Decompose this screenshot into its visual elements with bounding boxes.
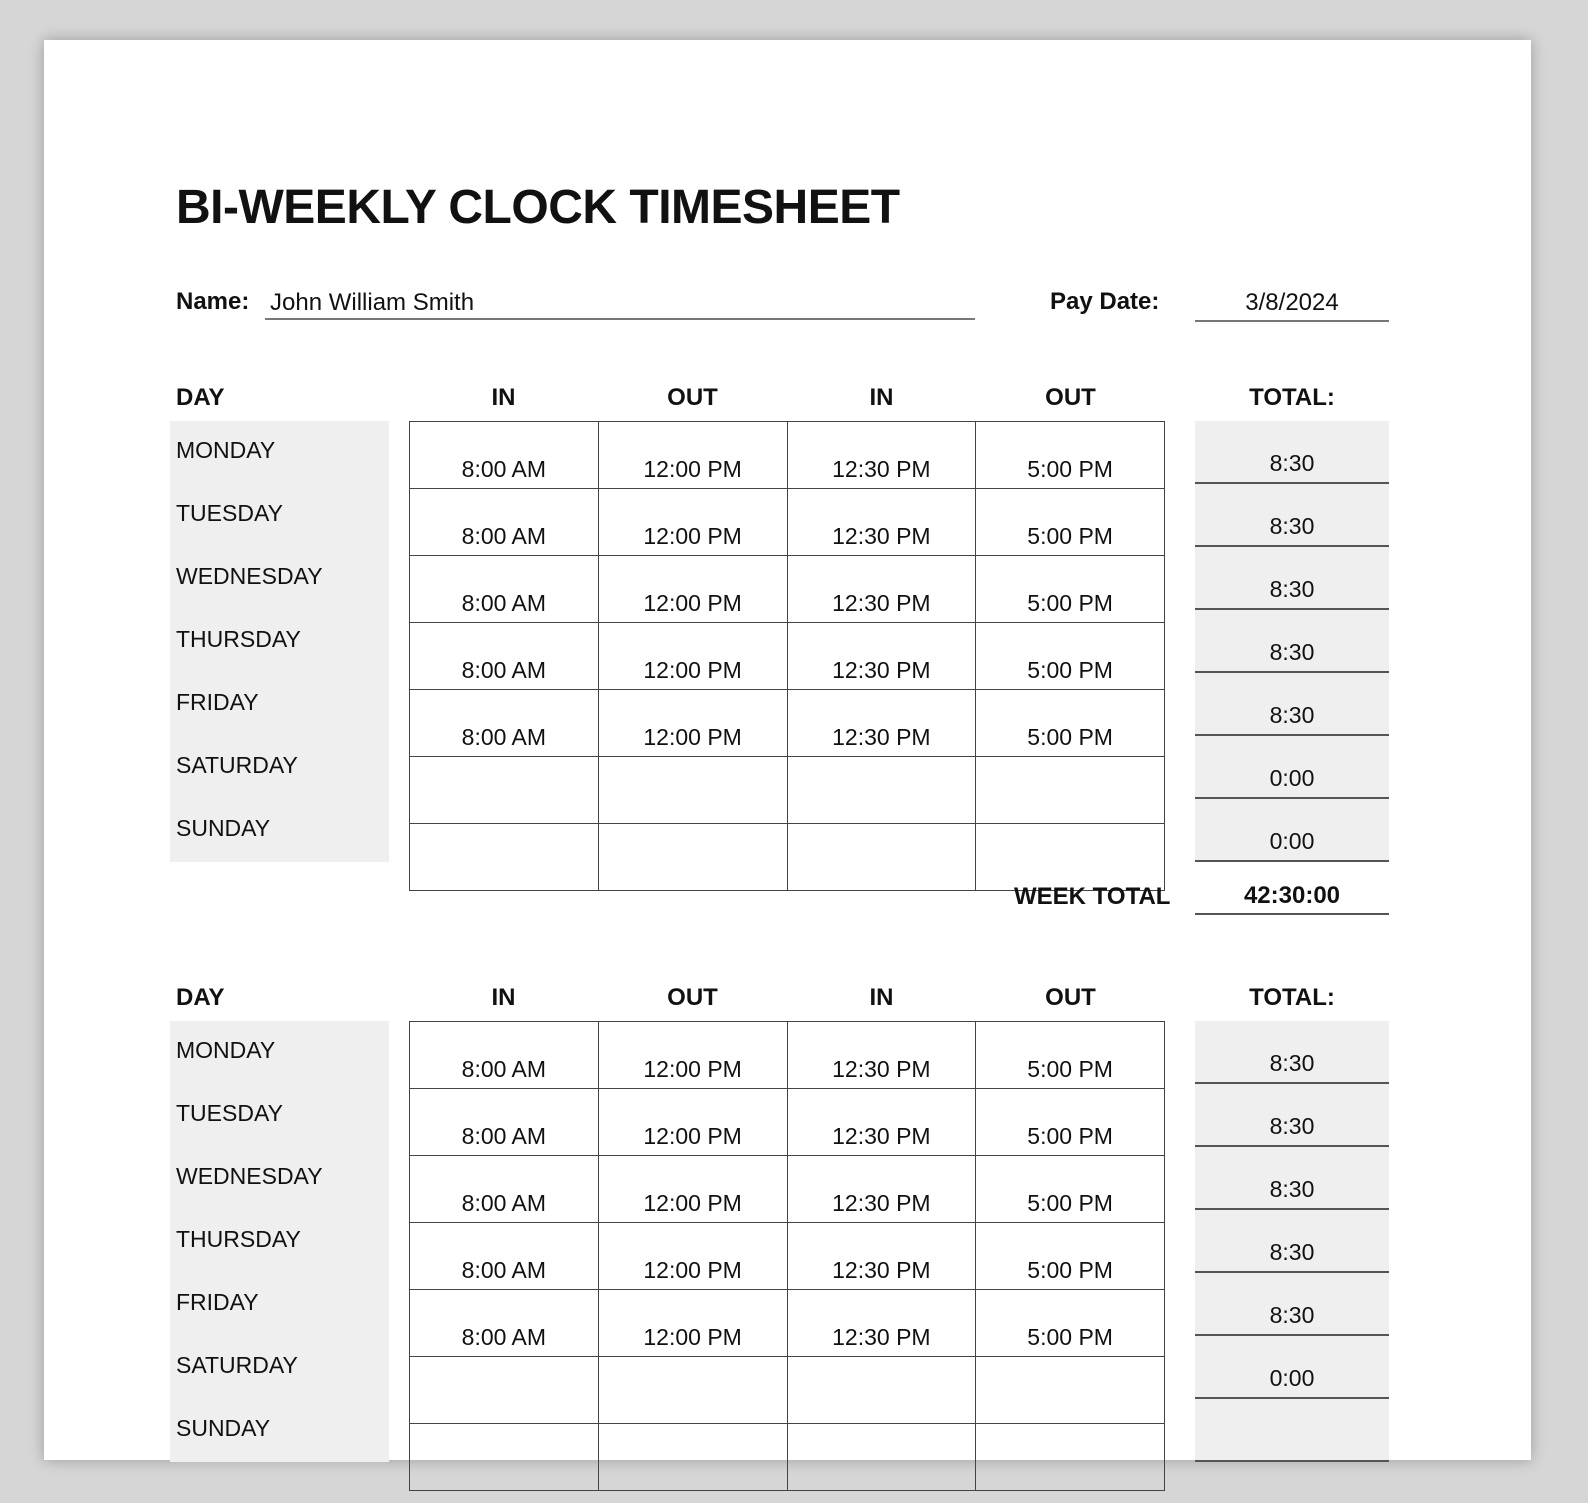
day-label: SATURDAY [176,752,298,778]
day-total: 8:30 [1195,673,1389,736]
day-total: 0:00 [1195,799,1389,862]
clock-out-2-cell[interactable]: 5:00 PM [976,623,1165,690]
clock-out-2-cell[interactable]: 5:00 PM [976,489,1165,556]
clock-in-2-cell[interactable]: 12:30 PM [787,422,976,489]
name-field[interactable]: John William Smith [265,286,975,320]
day-total [1195,1399,1389,1462]
header-in-1: IN [491,984,516,1011]
table-row [410,690,1165,757]
table-row [410,623,1165,690]
clock-out-1-cell[interactable] [598,824,787,891]
clock-out-1-cell[interactable]: 12:00 PM [598,623,787,690]
clock-in-2-cell[interactable] [787,757,976,824]
day-total: 8:30 [1195,1147,1389,1210]
clock-in-1-cell[interactable]: 8:00 AM [410,690,599,757]
header-day: DAY [176,384,225,411]
clock-out-1-cell[interactable]: 12:00 PM [598,1089,787,1156]
clock-in-2-cell[interactable]: 12:30 PM [787,1089,976,1156]
day-total: 8:30 [1195,484,1389,547]
clock-out-1-cell[interactable]: 12:00 PM [598,422,787,489]
page-title: BI-WEEKLY CLOCK TIMESHEET [176,181,900,234]
clock-out-2-cell[interactable] [976,824,1165,891]
time-grid [409,421,1165,891]
clock-out-2-cell[interactable]: 5:00 PM [976,1223,1165,1290]
clock-out-2-cell[interactable] [976,1424,1165,1491]
clock-in-2-cell[interactable]: 12:30 PM [787,623,976,690]
week-total-value: 42:30:00 [1195,879,1389,915]
clock-out-1-cell[interactable]: 12:00 PM [598,690,787,757]
clock-out-1-cell[interactable] [598,1357,787,1424]
clock-in-1-cell[interactable] [410,757,599,824]
clock-in-2-cell[interactable] [787,1424,976,1491]
table-row [410,1357,1165,1424]
clock-out-1-cell[interactable]: 12:00 PM [598,489,787,556]
header-out-2: OUT [1045,384,1096,411]
day-total: 8:30 [1195,1021,1389,1084]
clock-out-2-cell[interactable] [976,757,1165,824]
clock-in-2-cell[interactable]: 12:30 PM [787,556,976,623]
week-1-section [44,383,1531,910]
header-out-2: OUT [1045,984,1096,1011]
header-total: TOTAL: [1249,984,1335,1011]
clock-in-1-cell[interactable] [410,824,599,891]
clock-in-2-cell[interactable] [787,824,976,891]
clock-in-2-cell[interactable]: 12:30 PM [787,1156,976,1223]
table-row [410,824,1165,891]
clock-out-2-cell[interactable]: 5:00 PM [976,1156,1165,1223]
header-in-2: IN [869,384,894,411]
day-label: WEDNESDAY [176,563,323,589]
table-row [410,1156,1165,1223]
clock-in-2-cell[interactable]: 12:30 PM [787,1290,976,1357]
table-row [410,489,1165,556]
day-total: 8:30 [1195,1210,1389,1273]
clock-in-1-cell[interactable]: 8:00 AM [410,1089,599,1156]
clock-out-2-cell[interactable]: 5:00 PM [976,1089,1165,1156]
table-row [410,1424,1165,1491]
clock-in-1-cell[interactable]: 8:00 AM [410,489,599,556]
table-row [410,556,1165,623]
clock-in-2-cell[interactable]: 12:30 PM [787,690,976,757]
table-row [410,1089,1165,1156]
clock-out-2-cell[interactable] [976,1357,1165,1424]
clock-out-2-cell[interactable]: 5:00 PM [976,690,1165,757]
day-label: THURSDAY [176,1226,301,1252]
day-label: SATURDAY [176,1352,298,1378]
day-label: TUESDAY [176,500,283,526]
day-label: TUESDAY [176,1100,283,1126]
clock-in-1-cell[interactable]: 8:00 AM [410,1156,599,1223]
week-total-label: WEEK TOTAL [1014,883,1171,910]
clock-in-1-cell[interactable]: 8:00 AM [410,1290,599,1357]
total-column [1195,1021,1389,1462]
day-total: 0:00 [1195,736,1389,799]
name-label: Name: [176,288,250,315]
clock-in-1-cell[interactable]: 8:00 AM [410,422,599,489]
day-label: MONDAY [176,437,276,463]
timesheet-page [44,40,1531,1460]
clock-out-1-cell[interactable]: 12:00 PM [598,1223,787,1290]
clock-in-2-cell[interactable] [787,1357,976,1424]
clock-out-1-cell[interactable] [598,757,787,824]
clock-out-1-cell[interactable]: 12:00 PM [598,556,787,623]
table-row [410,422,1165,489]
clock-in-1-cell[interactable]: 8:00 AM [410,623,599,690]
day-label: FRIDAY [176,1289,259,1315]
clock-in-2-cell[interactable]: 12:30 PM [787,1223,976,1290]
day-total: 8:30 [1195,610,1389,673]
clock-in-1-cell[interactable]: 8:00 AM [410,1223,599,1290]
table-row [410,1223,1165,1290]
day-label: THURSDAY [176,626,301,652]
clock-out-1-cell[interactable]: 12:00 PM [598,1022,787,1089]
clock-in-1-cell[interactable] [410,1357,599,1424]
clock-in-1-cell[interactable]: 8:00 AM [410,1022,599,1089]
header-total: TOTAL: [1249,384,1335,411]
clock-out-1-cell[interactable]: 12:00 PM [598,1156,787,1223]
day-column [170,1021,389,1462]
week-2-section [44,983,1531,1503]
time-grid [409,1021,1165,1491]
clock-out-2-cell[interactable]: 5:00 PM [976,1290,1165,1357]
day-label: FRIDAY [176,689,259,715]
clock-out-2-cell[interactable]: 5:00 PM [976,556,1165,623]
day-total: 8:30 [1195,1084,1389,1147]
table-row [410,757,1165,824]
day-total: 0:00 [1195,1336,1389,1399]
clock-in-2-cell[interactable]: 12:30 PM [787,1022,976,1089]
day-label: SUNDAY [176,815,271,841]
clock-in-2-cell[interactable]: 12:30 PM [787,489,976,556]
pay-date-label: Pay Date: [1050,288,1160,315]
header-day: DAY [176,984,225,1011]
day-label: SUNDAY [176,1415,271,1441]
clock-out-2-cell[interactable]: 5:00 PM [976,1022,1165,1089]
day-total: 8:30 [1195,421,1389,484]
day-label: MONDAY [176,1037,276,1063]
clock-in-1-cell[interactable]: 8:00 AM [410,556,599,623]
header-in-1: IN [491,384,516,411]
table-row [410,1022,1165,1089]
clock-out-1-cell[interactable] [598,1424,787,1491]
day-total: 8:30 [1195,1273,1389,1336]
pay-date-field[interactable]: 3/8/2024 [1195,286,1389,322]
header-in-2: IN [869,984,894,1011]
day-column [170,421,389,862]
table-row [410,1290,1165,1357]
clock-out-2-cell[interactable]: 5:00 PM [976,422,1165,489]
clock-out-1-cell[interactable]: 12:00 PM [598,1290,787,1357]
day-label: WEDNESDAY [176,1163,323,1189]
clock-in-1-cell[interactable] [410,1424,599,1491]
header-out-1: OUT [667,984,718,1011]
header-out-1: OUT [667,384,718,411]
day-total: 8:30 [1195,547,1389,610]
total-column [1195,421,1389,862]
